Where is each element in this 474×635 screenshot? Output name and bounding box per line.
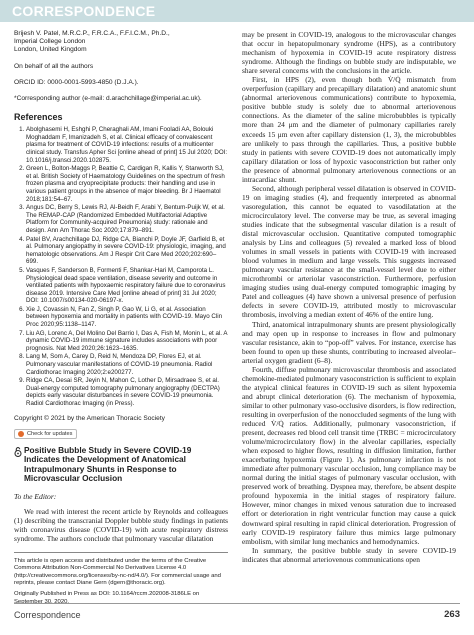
reference-item: 6. Xie J, Covassin N, Fan Z, Singh P, Gao W, Li G, et al. Association between hypoxemia and mortality in patients with COVID-19. Mayo Clin Proc 2020;95:1138–1147. — [26, 306, 228, 329]
references-heading: References — [14, 112, 63, 123]
reference-item: 4. Patel BV, Arachchillage DJ, Ridge CA, Bianchi P, Doyle JF, Garfield B, et al. Pulmonary angiopathy in severe COVID-19: physiologic, imaging, and hematologic observations. Am J Respir Crit Care Med 2020;202:690–699. — [26, 236, 228, 266]
correspondence-note: *Corresponding author (e-mail: d.arachchillage@imperial.ac.uk). — [14, 95, 202, 103]
body-paragraph: Second, although peripheral vessel dilatation is observed in COVID-19 on imaging studies (4), and frequently interpreted as abnormal vasoregulation, this cannot be equated to vasodilatation at the microcirculatory level. The converse may be true, as several imaging studies indicate that the subsegmental vascular dilation is a result of distal microvascular occlusion. Quantitative computed tomographic analysis by Lins and colleagues (5) revealed a marked loss of blood volumes in small vessels in patients with COVID-19 with increased blood volumes in medium and large vessels. This suggests increased pulmonary vascular resistance at the small-vessel level due to either microthrombi or arteriolar vasoconstriction. Furthermore, perfusion imaging studies using dual-energy computed tomographic imaging by Patel and colleagues (4) have shown a universal presence of perfusion defects in severe COVID-19, attributed mostly to microvascular thrombosis, involving a median extent of 46% of the entire lung. — [242, 183, 456, 320]
author-block — [14, 30, 228, 55]
author-city: London, United Kingdom — [14, 46, 87, 54]
reference-item: 2. Green L, Bolton-Maggs P, Beattie C, Cardigan R, Kallis Y, Stanworth SJ, et al. British Society of Haematology Guidelines on the spectrum of fresh frozen plasma and cryoprecipitate products: their handling and use in various patient groups in the absence of major bleeding. Br J Haematol 2018;181:54–67. — [26, 165, 228, 203]
article-title-block — [14, 446, 228, 484]
left-column — [14, 30, 228, 610]
reference-item: 5. Vasques F, Sanderson B, Formenti F, Shankar-Hari M, Camporota L. Physiological dead space ventilation, disease severity and outcome in ventilated patients with hypoxaemic respiratory failure due to coronavirus disease 2019. Intensive Care Med [online ahead of print] 31 Jul 2020; DOI: 10.1007/s00134-020-06197-x. — [26, 267, 228, 305]
open-access-icon — [14, 447, 22, 457]
body-paragraph: In summary, the positive bubble study in severe COVID-19 indicates that abnormal arteriovenous communications open — [242, 545, 456, 564]
check-for-updates-button[interactable] — [14, 429, 77, 439]
footer-section: Correspondence — [14, 610, 81, 620]
reference-item: 3. Angus DC, Berry S, Lewis RJ, Al-Beidh F, Arabi Y, Bentum-Puijk W, et al. The REMAP-CAP (Randomized Embedded Multifactorial Adaptive Platform for Community-acquired Pneumonia) study: rationale and design. Ann Am Thorac Soc 2020;17:879–891. — [26, 204, 228, 234]
section-banner — [0, 0, 474, 22]
author-name: Brijesh V. Patel, M.R.C.P., F.R.C.A., F.F.I.C.M., Ph.D., — [14, 30, 170, 37]
section-label: CORRESPONDENCE — [12, 3, 156, 19]
reference-list — [14, 126, 228, 407]
orcid-note: ORCID ID: 0000-0001-5993-4850 (D.J.A.). — [14, 78, 139, 86]
updates-icon — [18, 431, 24, 437]
footer-divider — [14, 603, 460, 604]
article-title: Positive Bubble Study in Severe COVID-19 Indicates the Development of Anatomical Intrapulmonary Shunts in Response to Microvascular Occlusion — [24, 444, 192, 484]
license-footnote: This article is open access and distributed under the terms of the Creative Commons Attribution Non-Commercial No Derivatives License 4.0 (http://creativecommons.org/licenses/by-nc-nd/4.0/). For commercial usage and reprints, please contact Diane Gern (dgern@thoracic.org). — [14, 558, 221, 587]
reference-item: 8. Lang M, Som A, Carey D, Reid N, Mendoza DP, Flores EJ, et al. Pulmonary vascular manifestations of COVID-19 pneumonia. Radiol Cardiothorac Imaging 2020;2:e200277. — [26, 353, 228, 376]
body-paragraph: may be present in COVID-19, analogous to the microvascular changes that occur in hepatopulmonary syndrome (HPS), as a contributory mechanism of hypoxemia in COVID-19 acute respiratory distress syndrome. Although the findings on bubble study are indisputable, we share several concerns with the conclusions in the article. — [242, 30, 456, 76]
author-institution: Imperial College London — [14, 38, 86, 46]
body-paragraph: Fourth, diffuse pulmonary microvascular thrombosis and associated chemokine-mediated pulmonary vasoconstriction is sufficient to explain the atypical clinical features in COVID-19 such as silent hypoxemia and abrupt clinical deterioration (6). The mechanism of hypoxemia, similar to other pulmonary vaso-occlusive disorders, is flow redirection, resulting in overperfusion of the nonoccluded segments of the lung with reduced V̇/Q̇ ratios. Additionally, pulmonary vasoconstriction, if present, decreases red blood cell transit time (TRBC = microcirculatory volume/microcirculatory flow) in the alveolar capillaries, especially when exposed to higher flows, resulting in diffusion limitation, further exacerbating hypoxemia (Figure 1). As pulmonary infarction is not immediate after pulmonary vascular occlusion, lung compliance may be normal during the initial stages of pulmonary vascular occlusion, with preserved work of breathing. Dyspnea may, therefore, be absent despite profound hypoxemia in the initial stages of respiratory failure. However, minor changes in mixed venous saturation due to increased effort or deterioration in right ventricular function may cause a quick downward spiral resulting in rapid clinical deterioration. Progression of early COVID-19 respiratory failure thus mimics large pulmonary embolism, with similar lung mechanics and hemodynamics. — [242, 364, 456, 546]
body-paragraph: We read with interest the recent article by Reynolds and colleagues (1) describing the transcranial Doppler bubble study findings in patients with coronavirus disease (COVID-19) with acute respiratory distress syndrome. The authors conclude that pulmonary vascular dilatation — [14, 506, 228, 544]
right-column — [242, 30, 456, 564]
check-for-updates-label: Check for updates — [27, 430, 73, 437]
reference-item: 9. Ridge CA, Desai SR, Jeyin N, Mahon C, Lother D, Mirsadraee S, et al. Dual-energy computed tomography pulmonary angiography (DECTPA) depicts early vascular disturbances in severe COVID-19 pneumonia. Radiol Cardiothorac Imaging (in Press). — [26, 377, 228, 407]
publication-footnote: Originally Published in Press as DOI: 10.1164/rccm.202008-3186LE on September 30, 2020. — [14, 591, 200, 605]
to-editor-salutation: To the Editor: — [14, 491, 57, 501]
behalf-note: On behalf of all the authors — [14, 62, 94, 70]
body-paragraph: Third, anatomical intrapulmonary shunts are present physiologically and may open up in response to increases in flow and pulmonary vascular resistance, akin to “pop-off” valves. For instance, exercise has been found to open up these shunts, contributing to increased alveolar–arterial oxygen gradient (6–8). — [242, 319, 456, 365]
page-number: 263 — [444, 609, 460, 620]
body-paragraph: First, in HPS (2), even though both V̇/Q̇ mismatch from overperfusion (capillary and precapillary dilatation) and anatomic shunt (abnormal arteriovenous communications) contribute to hypoxemia, positive bubble study is solely due to abnormal arteriovenous connections. As the diameter of the saline microbubbles is typically more than 24 μm and the diameter of pulmonary capillaries rarely exceeds 15 μm even after capillary distension (1, 3), the microbubbles are unlikely to pass through the capillaries. Thus, a positive bubble study in patients with severe COVID-19 does not automatically imply capillary dilatation or loss of hypoxic vasoconstriction but rather only the presence of abnormal pulmonary arteriovenous connections or an intracardiac shunt. — [242, 75, 456, 184]
footnote-divider — [14, 552, 228, 553]
reference-item: 7. Liu AG, Lorenc A, Del Molino Del Barrio I, Das A, Fish M, Monin L, et al. A dynamic COVID-19 immune signature includes associations with poor prognosis. Nat Med 2020;26:1623–1635. — [26, 330, 228, 353]
copyright-note: Copyright © 2021 by the American Thoracic Society — [14, 414, 165, 422]
reference-item: 1. Abolghasemi H, Eshghi P, Cheraghali AM, Imani Fooladi AA, Bolouki Moghaddam F, Imanizadeh S, et al. Clinical efficacy of convalescent plasma for treatment of COVID-19 infections: results of a multicenter clinical study. Transfus Apher Sci [online ahead of print] 15 Jul 2020; DOI: 10.1016/j.transci.2020.102875. — [26, 126, 228, 164]
